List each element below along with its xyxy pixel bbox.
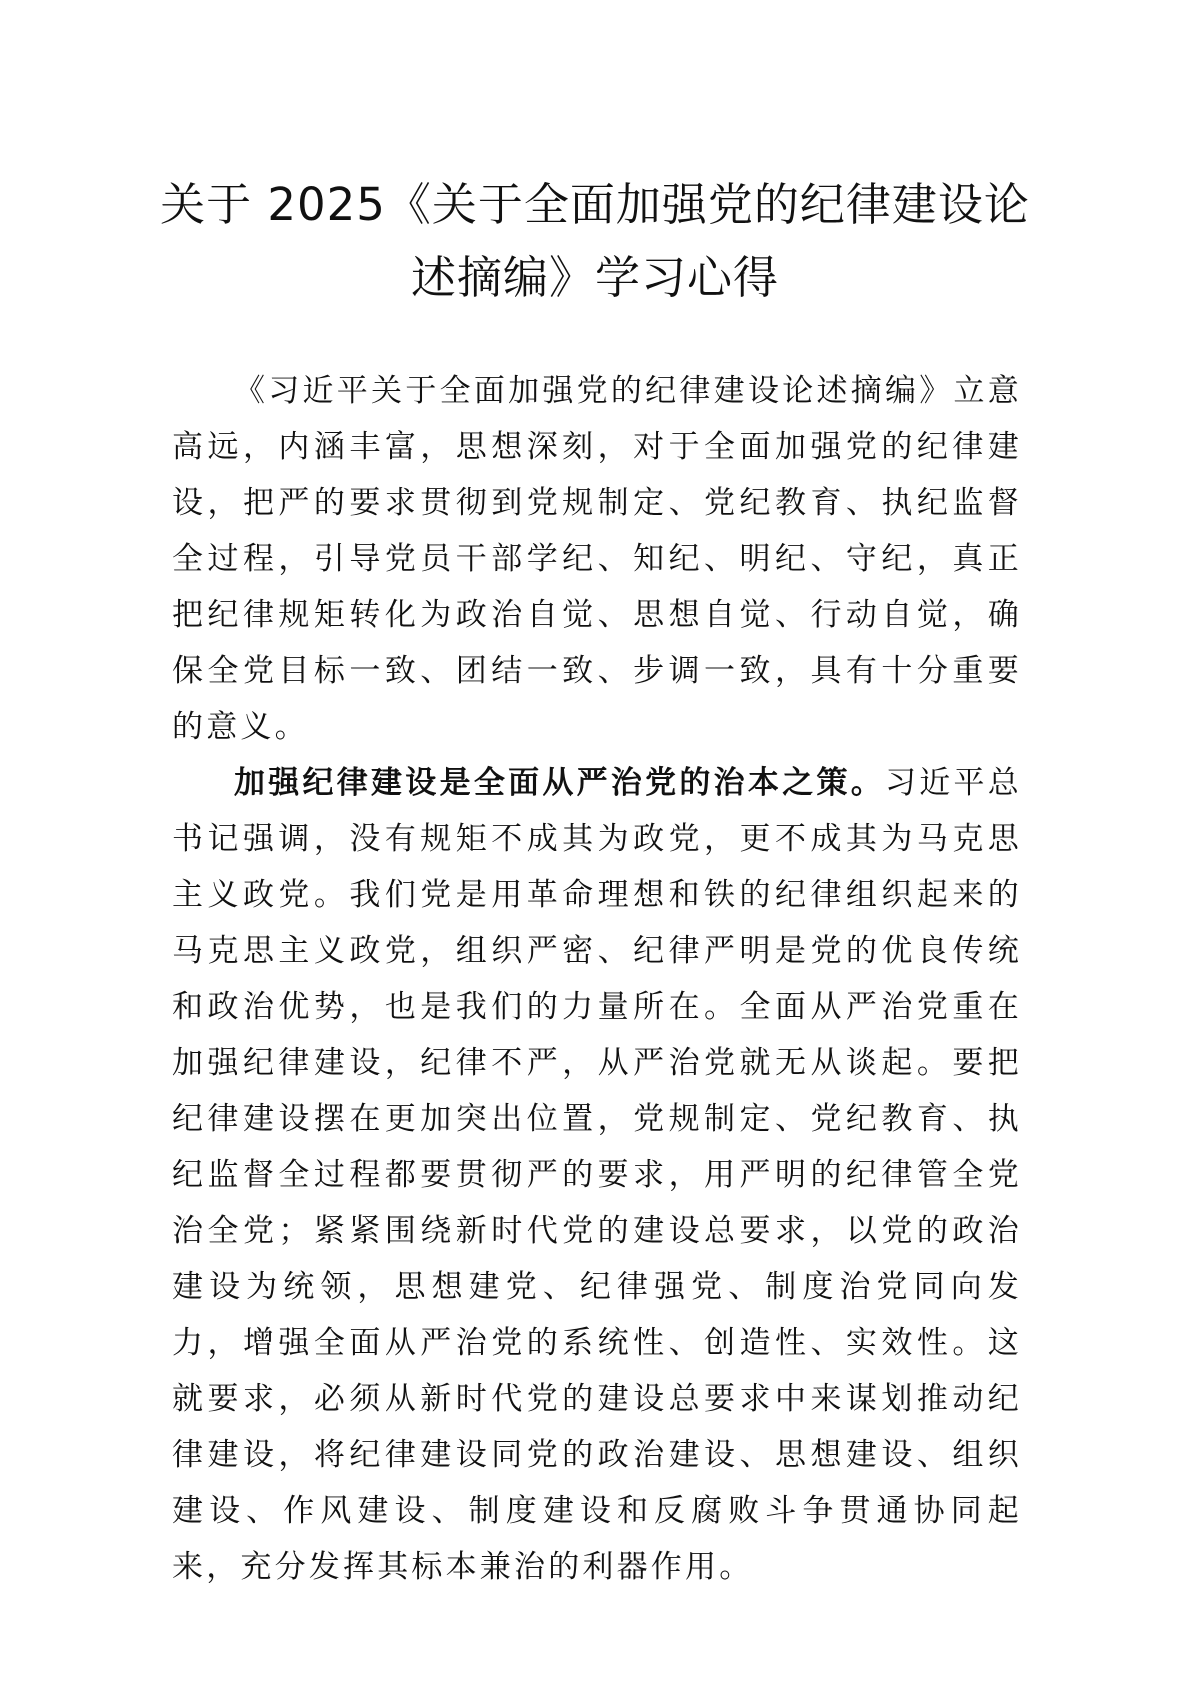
- document-title: [150, 168, 1040, 314]
- paragraph-intro: [172, 363, 1022, 755]
- paragraph-text: 习近平总书记强调，没有规矩不成其为政党，更不成其为马克思主义政党。我们党是用革命理想和铁的纪律组织起来的马克思主义政党，组织严密、纪律严明是党的优良传统和政治优势，也是我们的力量所在。全面从严治党重在加强纪律建设，纪律不严，从严治党就无从谈起。要把纪律建设摆在更加突出位置，党规制定、党纪教育、执纪监督全过程都要贯彻严的要求，用严明的纪律管全党治全党；紧紧围绕新时代党的建设总要求，以党的政治建设为统领，思想建党、纪律强党、制度治党同向发力，增强全面从严治党的系统性、创造性、实效性。这就要求，必须从新时代党的建设总要求中来谋划推动纪律建设，将纪律建设同党的政治建设、思想建设、组织建设、作风建设、制度建设和反腐败斗争贯通协同起来，充分发挥其标本兼治的利器作用。: [172, 765, 1022, 1585]
- paragraph-lead-sentence: 加强纪律建设是全面从严治党的治本之策。: [234, 765, 885, 801]
- document-body: [172, 363, 1022, 1595]
- paragraph-discipline: [172, 755, 1022, 1595]
- paragraph-text: 《习近平关于全面加强党的纪律建设论述摘编》立意高远，内涵丰富，思想深刻，对于全面加强党的纪律建设，把严的要求贯彻到党规制定、党纪教育、执纪监督全过程，引导党员干部学纪、知纪、明纪、守纪，真正把纪律规矩转化为政治自觉、思想自觉、行动自觉，确保全党目标一致、团结一致、步调一致，具有十分重要的意义。: [172, 373, 1022, 745]
- title-line-1: 关于 2025《关于全面加强党的纪律建设论: [160, 178, 1030, 231]
- title-line-2: 述摘编》学习心得: [410, 251, 779, 304]
